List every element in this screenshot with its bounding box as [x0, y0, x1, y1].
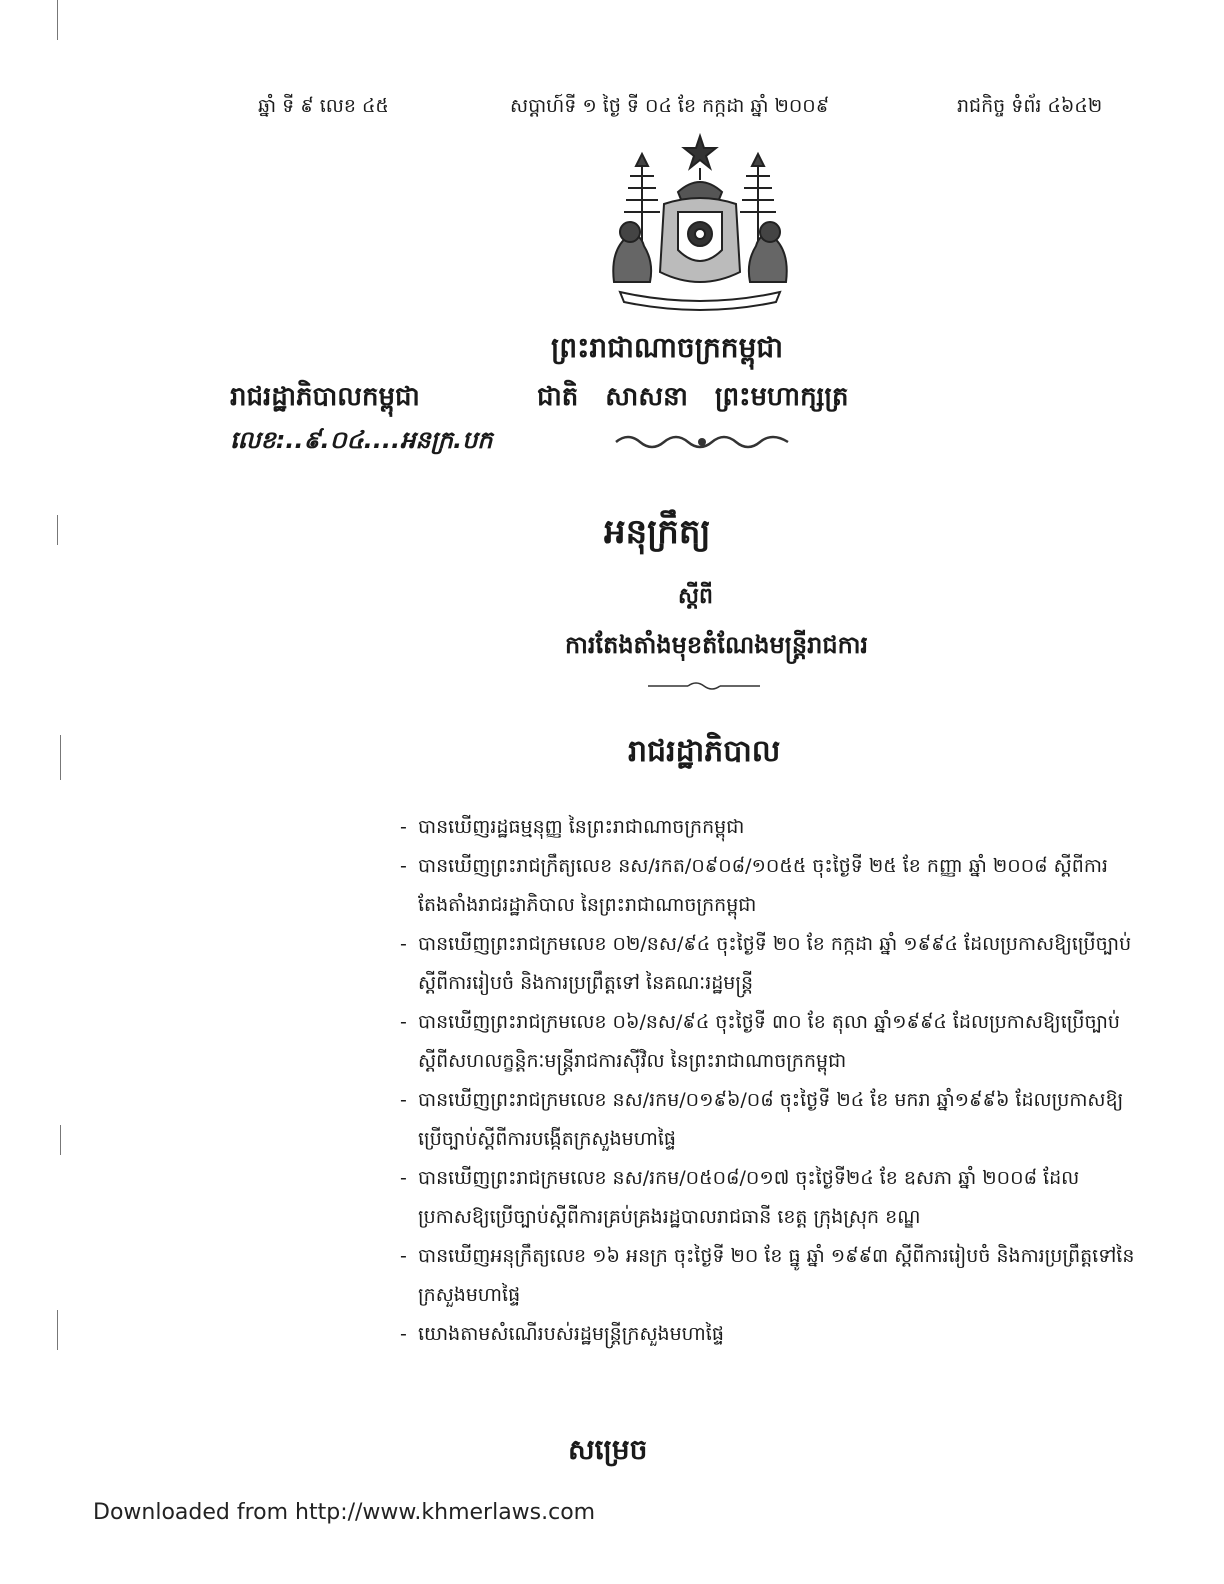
- issuing-body: រាជរដ្ឋាភិបាល: [628, 734, 781, 769]
- document-type: អនុក្រឹត្យ: [604, 512, 711, 552]
- royal-coat-of-arms-icon: [600, 132, 800, 312]
- small-divider-icon: [648, 680, 760, 692]
- consideration-item: - បានឃើញអនុក្រឹត្យលេខ ១៦ អនក្រ ចុះថ្ងៃទី ២០ ខែ ធ្នូ ឆ្នាំ ១៩៩៣ ស្តីពីការរៀបចំ និងការប្រព្រឹត្តទៅនៃក្រសួងមហាផ្ទៃ: [400, 1237, 1145, 1315]
- considerations-list: [400, 808, 1145, 1354]
- scan-margin-line: [60, 1125, 61, 1155]
- decision-heading: សម្រេច: [568, 1433, 648, 1466]
- scan-margin-line: [57, 1310, 58, 1350]
- kingdom-name: ព្រះរាជាណាចក្រកម្ពុជា: [551, 331, 784, 364]
- consideration-item: - បានឃើញព្រះរាជក្រមលេខ ០៦/នស/៩៤ ចុះថ្ងៃទី ៣០ ខែ តុលា ឆ្នាំ១៩៩៤ ដែលប្រកាសឱ្យប្រើច្បាប់ស្តីពីសហលក្ខន្តិកៈមន្ត្រីរាជការស៊ីវិល នៃព្រះរាជាណាចក្រកម្ពុជា: [400, 1003, 1145, 1081]
- document-subject: ការតែងតាំងមុខតំណែងមន្ត្រីរាជការ: [565, 631, 869, 659]
- download-source-footer: Downloaded from http://www.khmerlaws.com: [93, 1500, 596, 1525]
- gazette-date: សប្តាហ៍ទី ១ ថ្ងៃ ទី ០៤ ខែ កក្កដា ឆ្នាំ ២០០៩: [510, 95, 830, 117]
- gazette-page: រាជកិច្ច ទំព័រ ៤៦៤២: [957, 95, 1103, 117]
- scan-margin-line: [57, 515, 58, 545]
- consideration-item: - បានឃើញព្រះរាជក្រមលេខ ០២/នស/៩៤ ចុះថ្ងៃទី ២០ ខែ កក្កដា ឆ្នាំ ១៩៩៤ ដែលប្រកាសឱ្យប្រើច្បាប់ស្តីពីការរៀបចំ និងការប្រព្រឹត្តទៅ នៃគណៈរដ្ឋមន្ត្រី: [400, 925, 1145, 1003]
- gazette-issue: ឆ្នាំ ទី ៩ លេខ ៤៥: [258, 95, 389, 117]
- consideration-item: - បានឃើញព្រះរាជក្រមលេខ នស/រកម/០៥០៨/០១៧ ចុះថ្ងៃទី២៤ ខែ ឧសភា ឆ្នាំ ២០០៨ ដែលប្រកាសឱ្យប្រើច្បាប់ស្តីពីការគ្រប់គ្រងរដ្ឋបាលរាជធានី ខេត្ត ក្រុងស្រុក ខណ្ឌ: [400, 1159, 1145, 1237]
- government-name: រាជរដ្ឋាភិបាលកម្ពុជា: [230, 382, 420, 412]
- reference-number: លេខ:..៩.០៤....អនក្រ.បក: [230, 426, 493, 454]
- scan-margin-line: [60, 735, 61, 780]
- consideration-item: - យោងតាមសំណើរបស់រដ្ឋមន្ត្រីក្រសួងមហាផ្ទៃ: [400, 1315, 1145, 1354]
- scan-margin-line: [57, 0, 58, 40]
- consideration-item: - បានឃើញរដ្ឋធម្មនុញ្ញ នៃព្រះរាជាណាចក្រកម្ពុជា: [400, 808, 1145, 847]
- consideration-item: - បានឃើញព្រះរាជក្រឹត្យលេខ នស/រកត/០៩០៨/១០៥៥ ចុះថ្ងៃទី ២៥ ខែ កញ្ញា ឆ្នាំ ២០០៨ ស្តីពីការតែងតាំងរាជរដ្ឋាភិបាល នៃព្រះរាជាណាចក្រកម្ពុជា: [400, 847, 1145, 925]
- about-label: ស្តីពី: [678, 584, 713, 609]
- ornament-divider-icon: [612, 430, 792, 454]
- consideration-item: - បានឃើញព្រះរាជក្រមលេខ នស/រកម/០១៩៦/០៨ ចុះថ្ងៃទី ២៤ ខែ មករា ឆ្នាំ១៩៩៦ ដែលប្រកាសឱ្យប្រើច្បាប់ស្តីពីការបង្កើតក្រសួងមហាផ្ទៃ: [400, 1081, 1145, 1159]
- national-motto: ជាតិ សាសនា ព្រះមហាក្សត្រ: [537, 382, 849, 412]
